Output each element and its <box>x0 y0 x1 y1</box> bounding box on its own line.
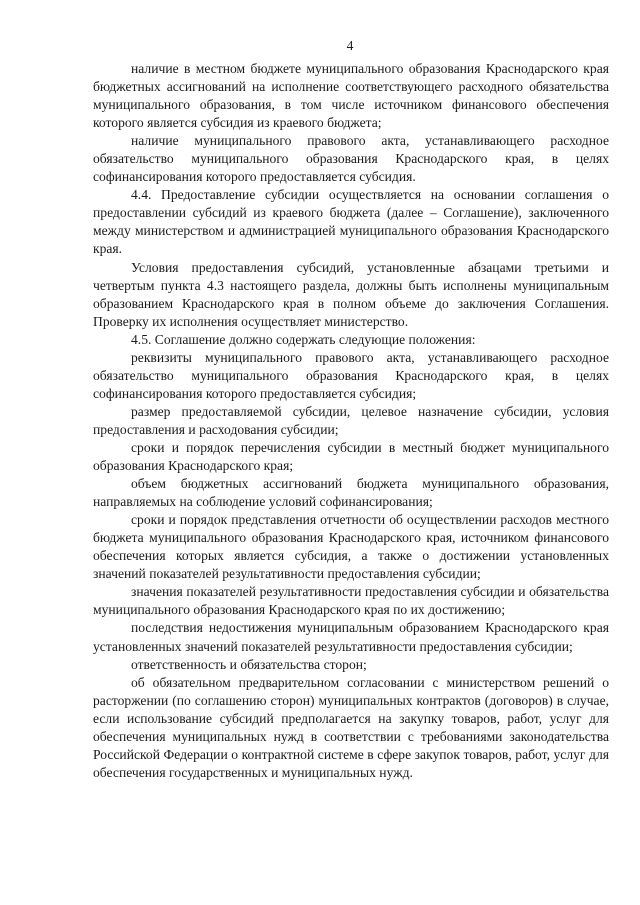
document-body <box>93 60 609 782</box>
paragraph: 4.4. Предоставление субсидии осуществляется на основании соглашения о предоставлении субсидий из краевого бюджета (далее – Соглашение), заключенного между министерством и администрацией муниципального образования Краснодарского края. <box>93 187 609 257</box>
paragraph: объем бюджетных ассигнований бюджета муниципального образования, направляемых на соблюдение условий софинансирования; <box>93 476 609 510</box>
page-number: 4 <box>346 38 354 53</box>
paragraph: значения показателей результативности предоставления субсидии и обязательства муниципального образования Краснодарского края по их достижению; <box>93 584 609 618</box>
paragraph: размер предоставляемой субсидии, целевое назначение субсидии, условия предоставления и расходования субсидии; <box>93 403 609 437</box>
paragraph: сроки и порядок перечисления субсидии в местный бюджет муниципального образования Краснодарского края; <box>93 439 609 474</box>
paragraph: наличие муниципального правового акта, устанавливающего расходное обязательство муниципального образования Краснодарского края, в целях софинансирования которого предоставляется субсидия. <box>93 133 609 185</box>
paragraph: 4.5. Соглашение должно содержать следующие положения: <box>131 331 476 347</box>
paragraph: наличие в местном бюджете муниципального образования Краснодарского края бюджетных ассигнований на исполнение соответствующего расходного обязательства муниципального образования, в том числе источником финансового обеспечения которого является субсидия из краевого бюджета; <box>93 61 609 131</box>
paragraph: Условия предоставления субсидий, установленные абзацами третьими и четвертым пункта 4.3 настоящего раздела, должны быть исполнены муниципальным образованием Краснодарского края в полном объеме до заключения Соглашения. Проверку их исполнения осуществляет министерство. <box>93 259 609 329</box>
paragraph: реквизиты муниципального правового акта, устанавливающего расходное обязательство муниципального образования Краснодарского края, в целях софинансирования которого предоставляется субсидия; <box>93 349 609 401</box>
paragraph: об обязательном предварительном согласовании с министерством решений о расторжении (по соглашению сторон) муниципальных контрактов (договоров) в случае, если использование субсидий предполагается на закупку товаров, работ, услуг для обеспечения муниципальных нужд в соответствии с требованиями законодательства Российской Федерации о контрактной системе в сфере закупок товаров, работ, услуг для обеспечения государственных и муниципальных нужд. <box>93 674 609 780</box>
paragraph: ответственность и обязательства сторон; <box>131 656 367 672</box>
paragraph: последствия недостижения муниципальным образованием Краснодарского края установленных значений показателей результативности предоставления субсидии; <box>93 620 609 654</box>
paragraph: сроки и порядок представления отчетности об осуществлении расходов местного бюджета муниципального образования Краснодарского края, источником финансового обеспечения которых является субсидия, а также о достижении установленных значений показателей результативности предоставления субсидии; <box>93 512 609 582</box>
